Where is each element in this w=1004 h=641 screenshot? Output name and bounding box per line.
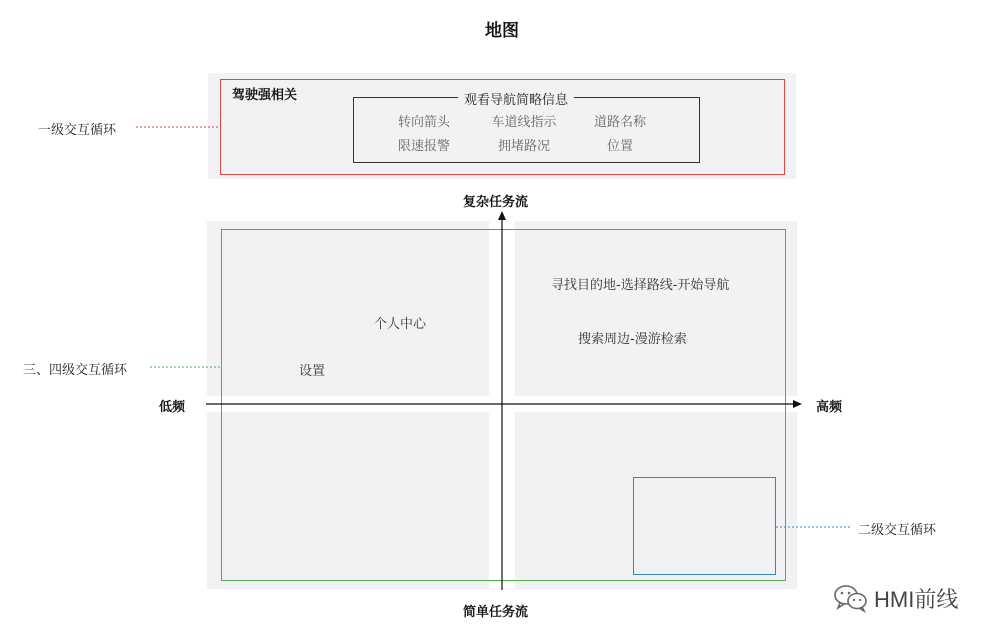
page-title: 地图 xyxy=(485,21,519,41)
level2-side-label: 二级交互循环 xyxy=(858,523,937,538)
quadrant-item-destination-flow: 寻找目的地-选择路线-开始导航 xyxy=(551,278,730,293)
nav-info-title: 观看导航简略信息 xyxy=(458,89,574,108)
level34-side-label: 三、四级交互循环 xyxy=(23,363,128,378)
info-item-turn-arrow: 转向箭头 xyxy=(397,115,450,130)
quadrant-item-search-nearby: 搜索周边-漫游检索 xyxy=(578,332,687,347)
axis-label-left: 低频 xyxy=(159,400,186,415)
axis-label-right: 高频 xyxy=(816,400,843,415)
quadrant-item-settings: 设置 xyxy=(299,364,326,379)
info-item-road-name: 道路名称 xyxy=(593,115,646,130)
axis-label-bottom: 简单任务流 xyxy=(463,605,529,620)
level1-heading: 驾驶强相关 xyxy=(232,88,298,103)
level1-side-label: 一级交互循环 xyxy=(38,123,117,138)
x-axis-arrow xyxy=(793,400,802,408)
y-axis-arrow xyxy=(498,211,506,220)
info-item-position: 位置 xyxy=(606,139,633,154)
wechat-icon xyxy=(832,583,870,617)
axis-label-top: 复杂任务流 xyxy=(463,195,529,210)
watermark-text: HMI前线 xyxy=(874,587,959,612)
info-item-traffic: 拥堵路况 xyxy=(497,139,550,154)
quadrant-item-personal-center: 个人中心 xyxy=(374,317,427,332)
info-item-lane-guidance: 车道线指示 xyxy=(491,115,557,130)
info-item-speed-alert: 限速报警 xyxy=(397,139,450,154)
